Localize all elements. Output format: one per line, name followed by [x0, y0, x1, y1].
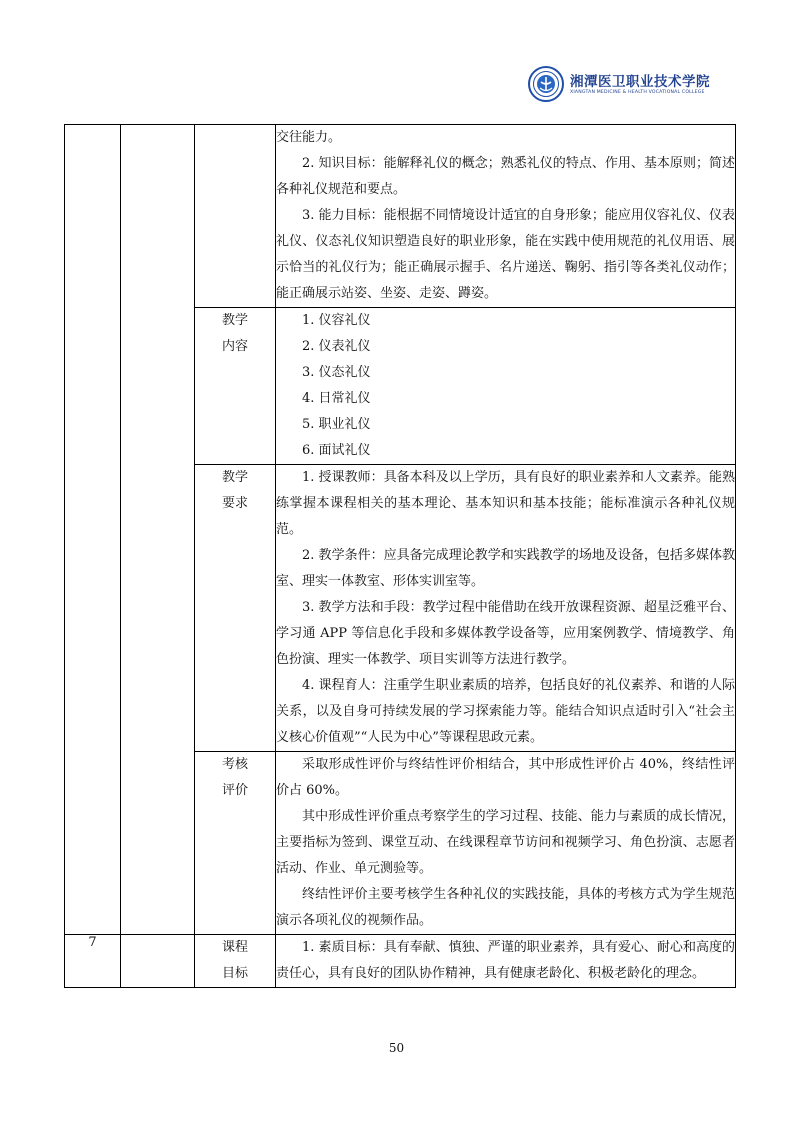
- content-paragraph: 1. 素质目标：具有奉献、慎独、严谨的职业素养，具有爱心、耐心和高度的责任心，具有良好的团队协作精神，具有健康老龄化、积极老龄化的理念。: [276, 940, 735, 981]
- course-name-cell: [121, 125, 195, 935]
- section-content-cell: [276, 752, 736, 935]
- table-row: [65, 125, 736, 308]
- content-paragraph: 3. 能力目标：能根据不同情境设计适宜的自身形象；能应用仪容礼仪、仪表礼仪、仪态礼仪知识塑造良好的职业形象，能在实践中使用规范的礼仪用语、展示恰当的礼仪行为；能正确展示握手、名片递送、鞠躬、指引等各类礼仪动作；能正确展示站姿、坐姿、走姿、蹲姿。: [276, 208, 735, 301]
- section-label-cell: [195, 125, 276, 308]
- section-content-cell: [276, 125, 736, 308]
- content-paragraph: 1. 授课教师：具备本科及以上学历，具有良好的职业素养和人文素养。能熟练掌握本课程相关的基本理论、基本知识和基本技能；能标准演示各种礼仪规范。: [276, 470, 735, 537]
- page-number: 50: [388, 1041, 405, 1055]
- course-table: [64, 124, 736, 988]
- content-paragraph: 3. 教学方法和手段：教学过程中能借助在线开放课程资源、超星泛雅平台、学习通 APP 等信息化手段和多媒体教学设备等，应用案例教学、情境教学、角色扮演、理实一体教学、项目实训等方法进行教学。: [276, 600, 735, 667]
- content-paragraph: 2. 仪表礼仪: [302, 339, 371, 354]
- college-name-english: XIANGTAN MEDICINE & HEALTH VOCATIONAL COLLEGE: [570, 90, 705, 95]
- college-name: 湘潭医卫职业技术学院: [570, 74, 710, 90]
- content-paragraph: 采取形成性评价与终结性评价相结合，其中形成性评价占 40%，终结性评价占 60%。: [276, 757, 735, 798]
- course-name-cell: [121, 935, 195, 988]
- content-paragraph: 3. 仪态礼仪: [302, 365, 371, 380]
- section-label-cell: [195, 752, 276, 935]
- course-number: 7: [88, 935, 97, 950]
- section-label: 考核: [221, 757, 248, 772]
- content-paragraph: 其中形成性评价重点考察学生的学习过程、技能、能力与素质的成长情况，主要指标为签到、课堂互动、在线课程章节访问和视频学习、角色扮演、志愿者活动、作业、单元测验等。: [276, 809, 735, 876]
- section-label: 教学: [221, 470, 248, 485]
- content-paragraph: 4. 课程育人：注重学生职业素质的培养，包括良好的礼仪素养、和谐的人际关系，以及自身可持续发展的学习探索能力等。能结合知识点适时引入“社会主义核心价值观”“人民为中心”等课程思政元素。: [276, 678, 735, 745]
- content-paragraph: 2. 知识目标：能解释礼仪的概念；熟悉礼仪的特点、作用、基本原则；简述各种礼仪规范和要点。: [276, 156, 735, 197]
- course-number-cell: [65, 935, 121, 988]
- section-label: 评价: [221, 783, 248, 798]
- content-paragraph: 交往能力。: [276, 130, 342, 145]
- section-content-cell: [276, 308, 736, 465]
- section-content-cell: [276, 935, 736, 988]
- college-emblem-icon: [528, 66, 564, 102]
- section-label: 教学: [221, 313, 248, 328]
- table-row: [65, 935, 736, 988]
- content-paragraph: 5. 职业礼仪: [302, 417, 371, 432]
- content-paragraph: 4. 日常礼仪: [302, 391, 371, 406]
- section-label-cell: [195, 308, 276, 465]
- section-label: 目标: [221, 966, 248, 981]
- course-number-cell: [65, 125, 121, 935]
- section-label: 要求: [221, 496, 248, 511]
- section-label-cell: [195, 935, 276, 988]
- section-content-cell: [276, 465, 736, 752]
- content-paragraph: 终结性评价主要考核学生各种礼仪的实践技能，具体的考核方式为学生规范演示各项礼仪的视频作品。: [276, 887, 735, 928]
- college-logo: [528, 64, 748, 106]
- section-label-cell: [195, 465, 276, 752]
- content-paragraph: 2. 教学条件：应具备完成理论教学和实践教学的场地及设备，包括多媒体教室、理实一体教室、形体实训室等。: [276, 548, 735, 589]
- content-paragraph: 1. 仪容礼仪: [302, 313, 371, 328]
- content-paragraph: 6. 面试礼仪: [302, 443, 371, 458]
- section-label: 内容: [221, 339, 248, 354]
- section-label: 课程: [221, 940, 248, 955]
